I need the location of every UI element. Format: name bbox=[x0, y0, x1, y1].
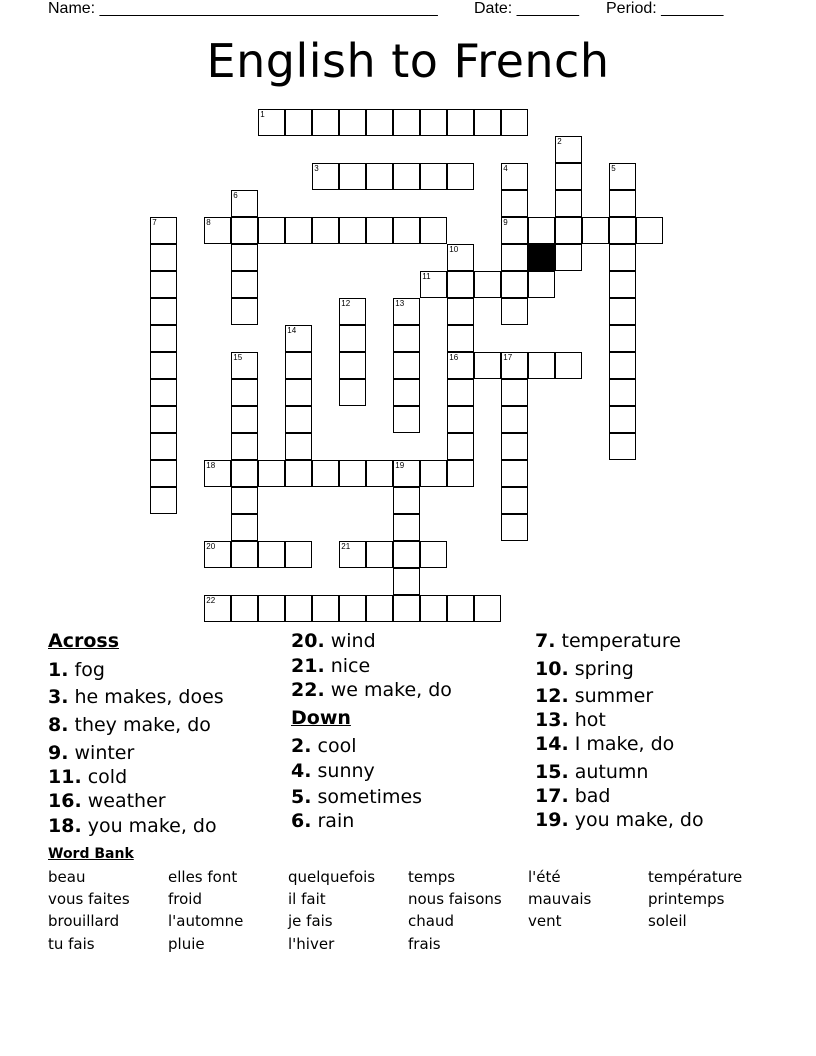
clue-text: wind bbox=[330, 630, 376, 652]
crossword-cell[interactable] bbox=[609, 244, 636, 271]
clue-number: 12. bbox=[535, 685, 569, 707]
date-field-label: Date: _______ bbox=[474, 0, 579, 17]
clue-number: 18 bbox=[206, 461, 216, 471]
crossword-cell[interactable] bbox=[285, 379, 312, 406]
crossword-cell[interactable] bbox=[501, 190, 528, 217]
crossword-cell[interactable] bbox=[312, 595, 339, 622]
clue-text: weather bbox=[87, 790, 166, 812]
crossword-cell[interactable] bbox=[258, 460, 285, 487]
crossword-cell[interactable] bbox=[447, 325, 474, 352]
black-square bbox=[528, 244, 555, 271]
crossword-cell[interactable] bbox=[609, 298, 636, 325]
crossword-cell[interactable] bbox=[393, 541, 420, 568]
word-bank-item: l'automne bbox=[168, 912, 244, 930]
clue-item bbox=[291, 760, 375, 782]
crossword-cell[interactable] bbox=[204, 541, 231, 568]
crossword-cell[interactable] bbox=[393, 595, 420, 622]
clue-item bbox=[291, 630, 376, 652]
crossword-cell[interactable] bbox=[447, 460, 474, 487]
crossword-cell[interactable] bbox=[393, 514, 420, 541]
word-bank-item: mauvais bbox=[528, 890, 592, 908]
clue-item bbox=[535, 630, 681, 652]
crossword-cell[interactable] bbox=[609, 217, 636, 244]
clue-number: 5 bbox=[611, 164, 616, 174]
clue-text: he makes, does bbox=[74, 686, 224, 708]
clue-number: 3 bbox=[314, 164, 319, 174]
clue-number: 13. bbox=[535, 709, 569, 731]
crossword-cell[interactable] bbox=[609, 325, 636, 352]
crossword-cell[interactable] bbox=[393, 163, 420, 190]
clue-number: 11. bbox=[48, 766, 82, 788]
clue-number: 3. bbox=[48, 686, 69, 708]
crossword-cell[interactable] bbox=[231, 514, 258, 541]
crossword-cell[interactable] bbox=[474, 352, 501, 379]
crossword-cell[interactable] bbox=[609, 163, 636, 190]
clue-number: 1. bbox=[48, 659, 69, 681]
crossword-cell[interactable] bbox=[474, 109, 501, 136]
clue-number: 1 bbox=[260, 110, 265, 120]
crossword-cell[interactable] bbox=[420, 460, 447, 487]
across-heading: Across bbox=[48, 630, 120, 652]
clue-item bbox=[48, 714, 211, 736]
crossword-cell[interactable] bbox=[447, 109, 474, 136]
crossword-cell[interactable] bbox=[339, 379, 366, 406]
clue-number: 4 bbox=[503, 164, 508, 174]
crossword-cell[interactable] bbox=[501, 514, 528, 541]
clue-number: 7. bbox=[535, 630, 556, 652]
word-bank-item: quelquefois bbox=[288, 868, 376, 886]
clue-text: spring bbox=[574, 658, 634, 680]
crossword-cell[interactable] bbox=[366, 109, 393, 136]
word-bank-item: soleil bbox=[648, 912, 687, 930]
clue-number: 17 bbox=[503, 353, 513, 363]
clue-item bbox=[535, 685, 653, 707]
crossword-cell[interactable] bbox=[609, 190, 636, 217]
clue-number: 12 bbox=[341, 299, 351, 309]
crossword-cell[interactable] bbox=[231, 217, 258, 244]
crossword-cell[interactable] bbox=[231, 244, 258, 271]
crossword-cell[interactable] bbox=[231, 433, 258, 460]
crossword-cell[interactable] bbox=[501, 379, 528, 406]
clue-number: 17. bbox=[535, 785, 569, 807]
crossword-cell[interactable] bbox=[609, 406, 636, 433]
clue-number: 16 bbox=[449, 353, 459, 363]
down-heading: Down bbox=[291, 707, 351, 729]
crossword-cell[interactable] bbox=[555, 136, 582, 163]
crossword-cell[interactable] bbox=[285, 217, 312, 244]
crossword-cell[interactable] bbox=[636, 217, 663, 244]
clue-text: you make, do bbox=[87, 815, 217, 837]
crossword-cell[interactable] bbox=[231, 271, 258, 298]
crossword-cell[interactable] bbox=[204, 460, 231, 487]
clue-text: rain bbox=[317, 810, 355, 832]
name-field-label: Name: ______________________________________ bbox=[48, 0, 438, 17]
crossword-cell[interactable] bbox=[447, 244, 474, 271]
clue-number: 11 bbox=[422, 272, 431, 282]
crossword-cell[interactable] bbox=[528, 352, 555, 379]
clue-number: 20. bbox=[291, 630, 325, 652]
crossword-cell[interactable] bbox=[339, 595, 366, 622]
clue-number: 15 bbox=[233, 353, 243, 363]
clue-text: bad bbox=[574, 785, 611, 807]
crossword-cell[interactable] bbox=[555, 352, 582, 379]
word-bank-item: il fait bbox=[288, 890, 326, 908]
crossword-cell[interactable] bbox=[501, 460, 528, 487]
crossword-cell[interactable] bbox=[258, 109, 285, 136]
crossword-cell[interactable] bbox=[285, 460, 312, 487]
clue-text: fog bbox=[74, 659, 105, 681]
crossword-cell[interactable] bbox=[339, 325, 366, 352]
word-bank-item: pluie bbox=[168, 935, 205, 953]
clue-number: 14 bbox=[287, 326, 297, 336]
crossword-cell[interactable] bbox=[285, 541, 312, 568]
crossword-cell[interactable] bbox=[393, 460, 420, 487]
clue-item bbox=[535, 761, 648, 783]
word-bank-item: température bbox=[648, 868, 743, 886]
crossword-cell[interactable] bbox=[501, 244, 528, 271]
crossword-cell[interactable] bbox=[582, 217, 609, 244]
clue-number: 19. bbox=[535, 809, 569, 831]
clue-number: 8. bbox=[48, 714, 69, 736]
crossword-cell[interactable] bbox=[393, 352, 420, 379]
crossword-cell[interactable] bbox=[150, 379, 177, 406]
crossword-cell[interactable] bbox=[555, 244, 582, 271]
crossword-cell[interactable] bbox=[231, 460, 258, 487]
crossword-cell[interactable] bbox=[231, 595, 258, 622]
crossword-cell[interactable] bbox=[285, 433, 312, 460]
crossword-cell[interactable] bbox=[312, 109, 339, 136]
clue-item bbox=[48, 790, 166, 812]
crossword-cell[interactable] bbox=[339, 163, 366, 190]
crossword-cell[interactable] bbox=[447, 379, 474, 406]
clue-number: 7 bbox=[152, 218, 157, 228]
crossword-cell[interactable] bbox=[231, 190, 258, 217]
crossword-cell[interactable] bbox=[447, 433, 474, 460]
crossword-cell[interactable] bbox=[447, 352, 474, 379]
crossword-cell[interactable] bbox=[501, 406, 528, 433]
crossword-cell[interactable] bbox=[150, 487, 177, 514]
crossword-cell[interactable] bbox=[555, 190, 582, 217]
crossword-cell[interactable] bbox=[393, 406, 420, 433]
clue-item bbox=[291, 810, 354, 832]
word-bank-item: vent bbox=[528, 912, 562, 930]
crossword-cell[interactable] bbox=[393, 217, 420, 244]
crossword-cell[interactable] bbox=[231, 487, 258, 514]
crossword-cell[interactable] bbox=[285, 352, 312, 379]
clue-number: 19 bbox=[395, 461, 405, 471]
clue-item bbox=[535, 658, 634, 680]
crossword-cell[interactable] bbox=[501, 217, 528, 244]
word-bank-item: froid bbox=[168, 890, 202, 908]
crossword-cell[interactable] bbox=[285, 109, 312, 136]
crossword-cell[interactable] bbox=[609, 352, 636, 379]
crossword-cell[interactable] bbox=[231, 379, 258, 406]
clue-text: I make, do bbox=[574, 733, 675, 755]
crossword-cell[interactable] bbox=[474, 271, 501, 298]
crossword-cell[interactable] bbox=[609, 271, 636, 298]
word-bank-title: Word Bank bbox=[48, 846, 134, 862]
crossword-cell[interactable] bbox=[285, 595, 312, 622]
clue-number: 9. bbox=[48, 742, 69, 764]
period-field-label: Period: _______ bbox=[606, 0, 724, 17]
word-bank-item: l'hiver bbox=[288, 935, 335, 953]
clue-number: 10 bbox=[449, 245, 459, 255]
crossword-cell[interactable] bbox=[339, 460, 366, 487]
crossword-cell[interactable] bbox=[150, 352, 177, 379]
crossword-cell[interactable] bbox=[339, 352, 366, 379]
clue-number: 20 bbox=[206, 542, 216, 552]
crossword-cell[interactable] bbox=[555, 217, 582, 244]
crossword-cell[interactable] bbox=[501, 163, 528, 190]
crossword-cell[interactable] bbox=[150, 298, 177, 325]
crossword-cell[interactable] bbox=[393, 487, 420, 514]
clue-number: 6 bbox=[233, 191, 238, 201]
clue-text: cool bbox=[317, 735, 357, 757]
clue-text: temperature bbox=[561, 630, 681, 652]
clue-text: they make, do bbox=[74, 714, 211, 736]
crossword-cell[interactable] bbox=[501, 271, 528, 298]
crossword-cell[interactable] bbox=[285, 406, 312, 433]
crossword-cell[interactable] bbox=[447, 163, 474, 190]
crossword-cell[interactable] bbox=[258, 541, 285, 568]
crossword-cell[interactable] bbox=[420, 541, 447, 568]
crossword-cell[interactable] bbox=[555, 163, 582, 190]
crossword-cell[interactable] bbox=[258, 595, 285, 622]
clue-text: nice bbox=[330, 655, 371, 677]
clue-item bbox=[535, 809, 704, 831]
crossword-cell[interactable] bbox=[339, 109, 366, 136]
crossword-cell[interactable] bbox=[150, 217, 177, 244]
crossword-cell[interactable] bbox=[447, 595, 474, 622]
clue-number: 18. bbox=[48, 815, 82, 837]
crossword-cell[interactable] bbox=[393, 109, 420, 136]
clue-number: 13 bbox=[395, 299, 405, 309]
crossword-cell[interactable] bbox=[204, 217, 231, 244]
crossword-cell[interactable] bbox=[150, 406, 177, 433]
crossword-cell[interactable] bbox=[609, 379, 636, 406]
clue-item bbox=[48, 686, 224, 708]
crossword-cell[interactable] bbox=[420, 217, 447, 244]
clue-number: 14. bbox=[535, 733, 569, 755]
crossword-cell[interactable] bbox=[231, 406, 258, 433]
crossword-cell[interactable] bbox=[366, 595, 393, 622]
clue-item bbox=[291, 735, 356, 757]
clue-text: we make, do bbox=[330, 679, 452, 701]
clue-item bbox=[291, 655, 370, 677]
word-bank-item: je fais bbox=[288, 912, 333, 930]
clue-text: sometimes bbox=[317, 786, 423, 808]
word-bank-item: beau bbox=[48, 868, 86, 886]
word-bank-item: brouillard bbox=[48, 912, 120, 930]
crossword-cell[interactable] bbox=[231, 298, 258, 325]
crossword-cell[interactable] bbox=[150, 433, 177, 460]
clue-item bbox=[535, 785, 610, 807]
clue-number: 4. bbox=[291, 760, 312, 782]
crossword-cell[interactable] bbox=[501, 352, 528, 379]
clue-number: 6. bbox=[291, 810, 312, 832]
crossword-cell[interactable] bbox=[501, 433, 528, 460]
crossword-cell[interactable] bbox=[366, 163, 393, 190]
crossword-cell[interactable] bbox=[312, 217, 339, 244]
crossword-cell[interactable] bbox=[366, 541, 393, 568]
word-bank-item: printemps bbox=[648, 890, 725, 908]
word-bank-item: l'été bbox=[528, 868, 561, 886]
crossword-cell[interactable] bbox=[528, 271, 555, 298]
word-bank-item: tu fais bbox=[48, 935, 95, 953]
word-bank-item: vous faites bbox=[48, 890, 130, 908]
crossword-cell[interactable] bbox=[285, 325, 312, 352]
crossword-cell[interactable] bbox=[150, 244, 177, 271]
crossword-cell[interactable] bbox=[366, 217, 393, 244]
clue-number: 21. bbox=[291, 655, 325, 677]
clue-item bbox=[291, 786, 422, 808]
clue-number: 8 bbox=[206, 218, 211, 228]
clue-text: you make, do bbox=[574, 809, 704, 831]
clue-number: 2. bbox=[291, 735, 312, 757]
crossword-cell[interactable] bbox=[528, 217, 555, 244]
clue-item bbox=[535, 709, 606, 731]
word-bank-item: nous faisons bbox=[408, 890, 502, 908]
clue-number: 22 bbox=[206, 596, 216, 606]
crossword-cell[interactable] bbox=[393, 325, 420, 352]
clue-number: 5. bbox=[291, 786, 312, 808]
crossword-cell[interactable] bbox=[420, 163, 447, 190]
crossword-cell[interactable] bbox=[393, 298, 420, 325]
clue-text: summer bbox=[574, 685, 654, 707]
crossword-cell[interactable] bbox=[501, 487, 528, 514]
crossword-cell[interactable] bbox=[420, 271, 447, 298]
crossword-cell[interactable] bbox=[258, 217, 285, 244]
crossword-cell[interactable] bbox=[312, 460, 339, 487]
clue-text: sunny bbox=[317, 760, 375, 782]
crossword-cell[interactable] bbox=[501, 298, 528, 325]
crossword-cell[interactable] bbox=[339, 217, 366, 244]
clue-number: 22. bbox=[291, 679, 325, 701]
crossword-cell[interactable] bbox=[150, 460, 177, 487]
clue-text: cold bbox=[87, 766, 128, 788]
clue-item bbox=[48, 815, 217, 837]
clue-number: 10. bbox=[535, 658, 569, 680]
crossword-cell[interactable] bbox=[150, 325, 177, 352]
crossword-cell[interactable] bbox=[474, 595, 501, 622]
clue-number: 16. bbox=[48, 790, 82, 812]
clue-item bbox=[48, 742, 134, 764]
crossword-cell[interactable] bbox=[150, 271, 177, 298]
clue-item bbox=[291, 679, 452, 701]
crossword-cell[interactable] bbox=[609, 433, 636, 460]
crossword-cell[interactable] bbox=[231, 352, 258, 379]
crossword-cell[interactable] bbox=[447, 271, 474, 298]
clue-text: winter bbox=[74, 742, 135, 764]
crossword-cell[interactable] bbox=[366, 460, 393, 487]
page-title: English to French bbox=[206, 34, 610, 88]
word-bank-item: temps bbox=[408, 868, 456, 886]
crossword-cell[interactable] bbox=[204, 595, 231, 622]
crossword-cell[interactable] bbox=[420, 595, 447, 622]
crossword-cell[interactable] bbox=[420, 109, 447, 136]
clue-item bbox=[48, 766, 127, 788]
word-bank-item: elles font bbox=[168, 868, 238, 886]
crossword-cell[interactable] bbox=[501, 109, 528, 136]
clue-item bbox=[535, 733, 674, 755]
clue-number: 15. bbox=[535, 761, 569, 783]
crossword-cell[interactable] bbox=[312, 163, 339, 190]
crossword-cell[interactable] bbox=[447, 406, 474, 433]
word-bank-item: chaud bbox=[408, 912, 454, 930]
crossword-cell[interactable] bbox=[393, 379, 420, 406]
clue-text: hot bbox=[574, 709, 606, 731]
crossword-cell[interactable] bbox=[231, 541, 258, 568]
crossword-cell[interactable] bbox=[393, 568, 420, 595]
clue-number: 9 bbox=[503, 218, 508, 228]
crossword-cell[interactable] bbox=[339, 298, 366, 325]
word-bank-item: frais bbox=[408, 935, 441, 953]
clue-item bbox=[48, 659, 105, 681]
clue-number: 2 bbox=[557, 137, 562, 147]
clue-number: 21 bbox=[341, 542, 351, 552]
crossword-cell[interactable] bbox=[447, 298, 474, 325]
crossword-cell[interactable] bbox=[339, 541, 366, 568]
clue-text: autumn bbox=[574, 761, 649, 783]
